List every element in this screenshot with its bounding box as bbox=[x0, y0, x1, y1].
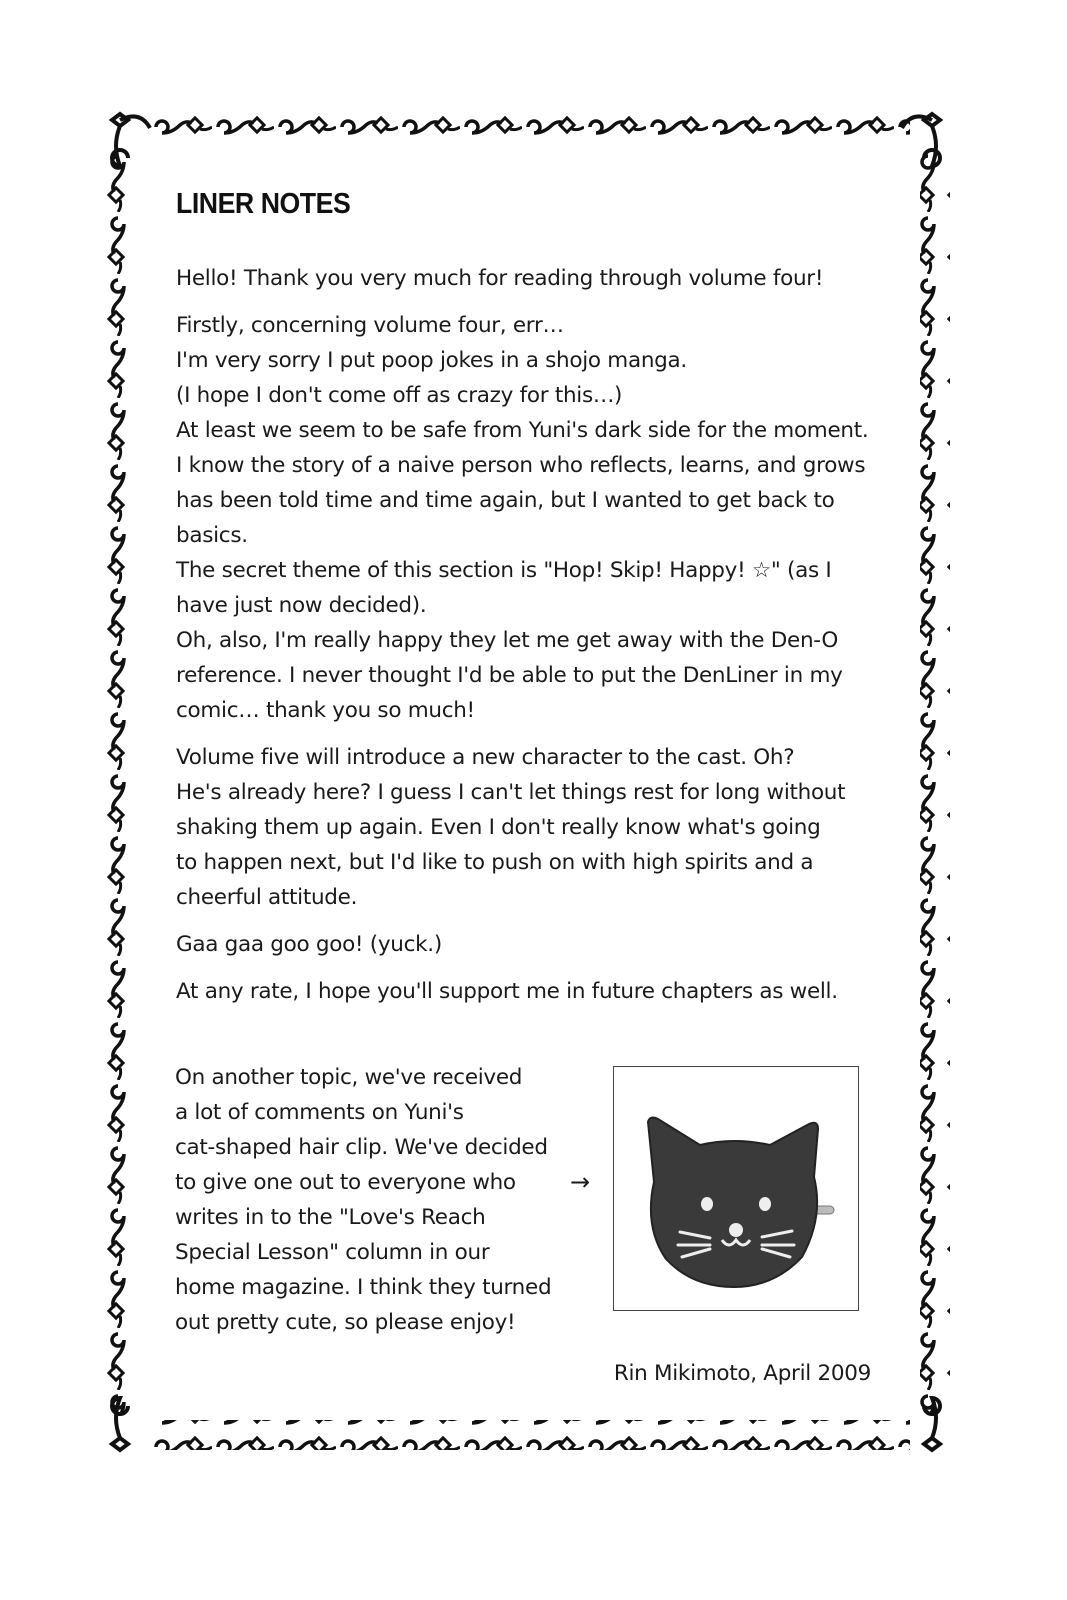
signature: Rin Mikimoto, April 2009 bbox=[613, 1361, 871, 1386]
text-line: home magazine. I think they turned bbox=[175, 1275, 552, 1300]
text-line: out pretty cute, so please enjoy! bbox=[175, 1310, 516, 1335]
paragraph bbox=[176, 740, 896, 915]
text-line: Gaa gaa goo goo! (yuck.) bbox=[176, 932, 442, 957]
cat-hair-clip-photo bbox=[613, 1066, 859, 1311]
text-line: He's already here? I guess I can't let things rest for long without bbox=[176, 780, 846, 805]
text-line: Oh, also, I'm really happy they let me get away with the Den-O bbox=[176, 628, 838, 653]
text-line: basics. bbox=[176, 523, 248, 548]
hair-clip-paragraph bbox=[175, 1060, 551, 1340]
page-title: LINER NOTES bbox=[176, 188, 351, 220]
text-line: Volume five will introduce a new character to the cast. Oh? bbox=[176, 745, 795, 770]
text-line: At least we seem to be safe from Yuni's dark side for the moment. bbox=[176, 418, 869, 443]
text-line: The secret theme of this section is "Hop! Skip! Happy! ☆" (as I bbox=[176, 558, 832, 583]
text-line: I know the story of a naive person who reflects, learns, and grows bbox=[176, 453, 866, 478]
text-line: Special Lesson" column in our bbox=[175, 1240, 490, 1265]
text-line: have just now decided). bbox=[176, 593, 427, 618]
text-line: I'm very sorry I put poop jokes in a shojo manga. bbox=[176, 348, 687, 373]
text-line: On another topic, we've received bbox=[175, 1065, 523, 1090]
text-line: to give one out to everyone who bbox=[175, 1170, 516, 1195]
text-line: At any rate, I hope you'll support me in future chapters as well. bbox=[176, 979, 838, 1004]
paragraph bbox=[176, 261, 896, 296]
liner-notes-body bbox=[176, 261, 896, 1021]
text-line: comic… thank you so much! bbox=[176, 698, 475, 723]
text-line: (I hope I don't come off as crazy for this…) bbox=[176, 383, 623, 408]
paragraph bbox=[176, 927, 896, 962]
text-line: cat-shaped hair clip. We've decided bbox=[175, 1135, 548, 1160]
text-line: reference. I never thought I'd be able to put the DenLiner in my bbox=[176, 663, 843, 688]
text-line: to happen next, but I'd like to push on with high spirits and a bbox=[176, 850, 814, 875]
paragraph bbox=[176, 974, 896, 1009]
text-line: writes in to the "Love's Reach bbox=[175, 1205, 486, 1230]
arrow-icon: → bbox=[570, 1168, 591, 1196]
paragraph bbox=[176, 308, 896, 728]
text-line: cheerful attitude. bbox=[176, 885, 358, 910]
text-line: has been told time and time again, but I wanted to get back to bbox=[176, 488, 835, 513]
text-line: Hello! Thank you very much for reading through volume four! bbox=[176, 266, 824, 291]
text-line: shaking them up again. Even I don't really know what's going bbox=[176, 815, 821, 840]
text-line: a lot of comments on Yuni's bbox=[175, 1100, 464, 1125]
text-line: Firstly, concerning volume four, err… bbox=[176, 313, 564, 338]
